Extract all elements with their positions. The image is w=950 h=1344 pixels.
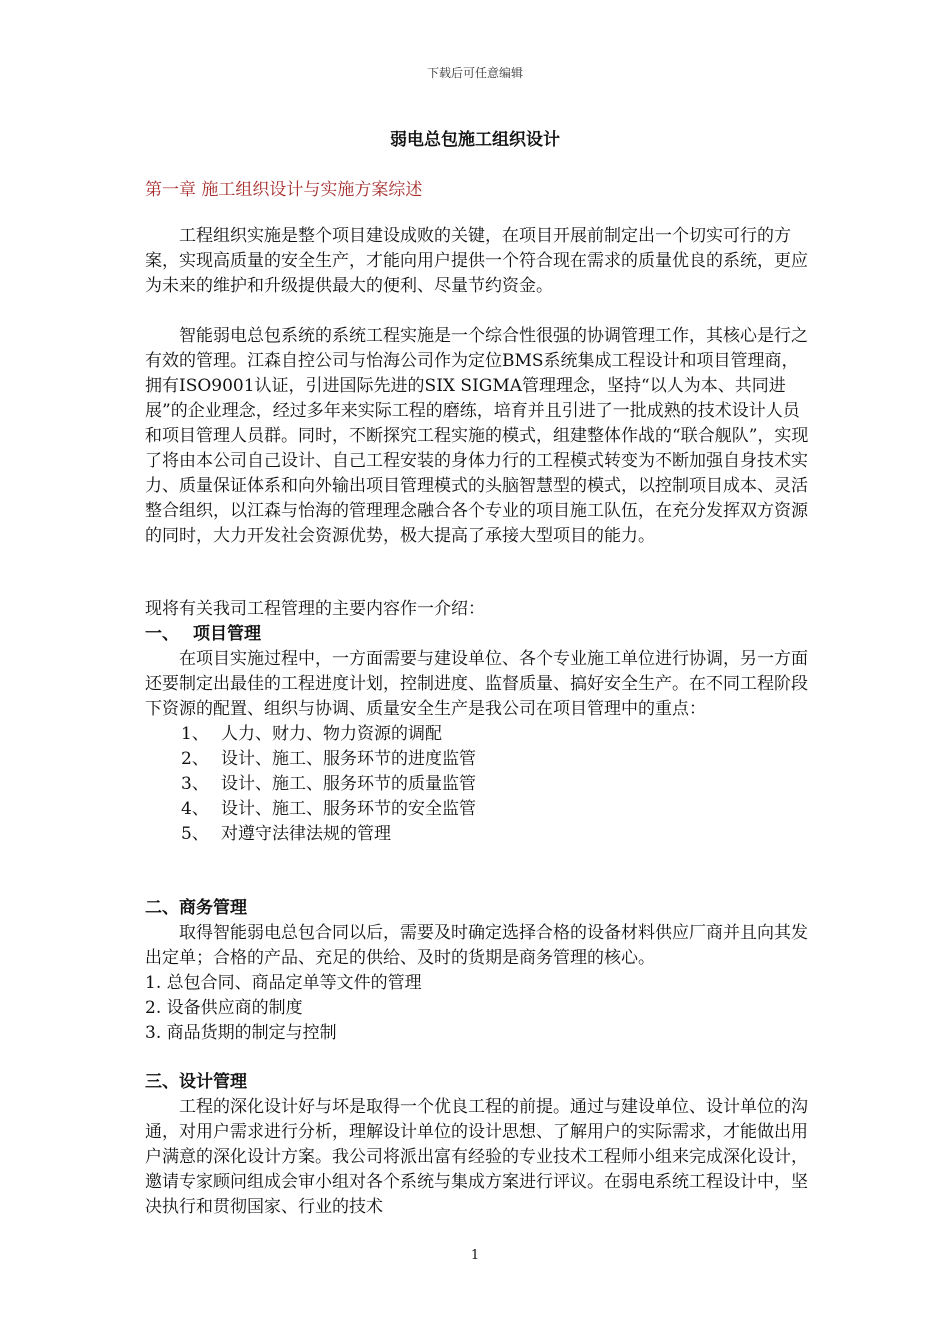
section3-block [145, 1070, 815, 1220]
list-item [145, 797, 815, 822]
list-item-text: 设计、施工、服务环节的安全监管 [221, 799, 476, 819]
list-item [145, 747, 815, 772]
list-item: 2. 设备供应商的制度 [145, 998, 303, 1018]
section-heading-business-management: 二、商务管理 [145, 898, 247, 918]
list-item-text: 设计、施工、服务环节的进度监管 [221, 749, 476, 769]
list-item-text: 人力、财力、物力资源的调配 [221, 724, 442, 744]
section-heading-design-management: 三、设计管理 [145, 1072, 247, 1092]
section-title: 项目管理 [193, 624, 261, 644]
list-item: 1. 总包合同、商品定单等文件的管理 [145, 973, 422, 993]
list-item-number: 3、 [181, 774, 209, 794]
list-item-text: 对遵守法律法规的管理 [221, 824, 391, 844]
section3-paragraph: 工程的深化设计好与坏是取得一个优良工程的前提。通过与建设单位、设计单位的沟通，对用户需求进行分析，理解设计单位的设计思想、了解用户的实际需求，才能做出用户满意的深化设计方案。我公司将派出富有经验的专业技术工程师小组来完成深化设计，邀请专家顾问组成会审小组对各个系统与集成方案进行评议。在弱电系统工程设计中，坚决执行和贯彻国家、行业的技术 [145, 1097, 808, 1217]
section-number: 一、 [145, 624, 179, 644]
document-title: 弱电总包施工组织设计 [390, 130, 560, 150]
section1-block [145, 597, 815, 847]
chapter-heading: 第一章 施工组织设计与实施方案综述 [145, 180, 423, 200]
intro-paragraph-3: 现将有关我司工程管理的主要内容作一介绍： [145, 599, 485, 619]
list-item-number: 5、 [181, 824, 209, 844]
intro-paragraph-2: 智能弱电总包系统的系统工程实施是一个综合性很强的协调管理工作，其核心是行之有效的管理。江森自控公司与怡海公司作为定位BMS系统集成工程设计和项目管理商，拥有ISO9001认证，引进国际先进的SIX SIGMA管理理念，坚持“以人为本、共同进展”的企业理念，经过多年来实际工程的磨练，培育并且引进了一批成熟的技术设计人员和项目管理人员群。同时，不断探究工程实施的模式，组建整体作战的“联合舰队”，实现了将由本公司自己设计、自己工程安装的身体力行的工程模式转变为不断加强自身技术实力、质量保证体系和向外输出项目管理模式的头脑智慧型的模式，以控制项目成本、灵活整合组织，以江森与怡海的管理理念融合各个专业的项目施工队伍，在充分发挥双方资源的同时，大力开发社会资源优势，极大提高了承接大型项目的能力。 [145, 326, 809, 546]
page-header: 下载后可任意编辑 [426, 66, 523, 80]
intro-paragraph-1: 工程组织实施是整个项目建设成败的关键，在项目开展前制定出一个切实可行的方案，实现高质量的安全生产，才能向用户提供一个符合现在需求的质量优良的系统，更应为未来的维护和升级提供最大的便利、尽量节约资金。 [145, 226, 808, 296]
list-item [145, 822, 815, 847]
list-item-text: 设计、施工、服务环节的质量监管 [221, 774, 476, 794]
section2-paragraph: 取得智能弱电总包合同以后，需要及时确定选择合格的设备材料供应厂商并且向其发出定单；合格的产品、充足的供给、及时的货期是商务管理的核心。 [145, 923, 808, 968]
list-item [145, 722, 815, 747]
section-heading-project-management [145, 622, 815, 647]
list-item-number: 1、 [181, 724, 209, 744]
intro-paragraph-2-block [145, 324, 815, 549]
intro-paragraph-1-block [145, 224, 815, 299]
list-item [145, 772, 815, 797]
section2-block [145, 896, 815, 1046]
list-item-number: 4、 [181, 799, 209, 819]
page-number: 1 [470, 1248, 480, 1263]
list-item-number: 2、 [181, 749, 209, 769]
section1-paragraph: 在项目实施过程中，一方面需要与建设单位、各个专业施工单位进行协调，另一方面还要制定出最佳的工程进度计划，控制进度、监督质量、搞好安全生产。在不同工程阶段下资源的配置、组织与协调、质量安全生产是我公司在项目管理中的重点： [145, 649, 808, 719]
list-item: 3. 商品货期的制定与控制 [145, 1023, 337, 1043]
